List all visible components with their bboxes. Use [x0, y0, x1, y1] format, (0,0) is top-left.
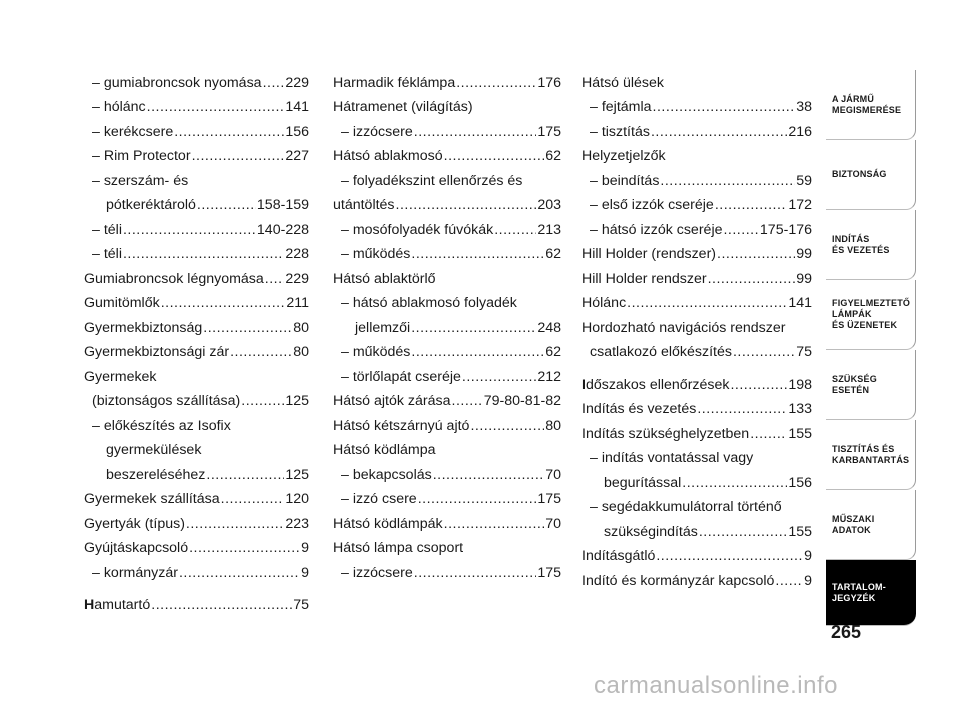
index-entry: [84, 66, 309, 91]
entry-text: – kormányzár: [92, 564, 178, 581]
entry-text: Gyermekek szállítása: [84, 491, 220, 507]
entry-page: 99: [796, 270, 812, 287]
dot-leader: [682, 475, 787, 491]
dot-leader: [192, 148, 285, 164]
index-entry: [84, 311, 309, 336]
entry-text: – folyadékszint ellenőrzés és: [341, 172, 523, 189]
entry-page: 227: [285, 148, 309, 164]
entry-page: 172: [788, 197, 812, 213]
entry-page: 223: [285, 515, 309, 532]
entry-page: 229: [285, 270, 309, 287]
entry-text: – indítás vontatással vagy: [590, 450, 754, 466]
chapter-tab[interactable]: [826, 70, 916, 140]
index-entry: [582, 91, 812, 116]
entry-page: 216: [788, 123, 812, 140]
entry-page: 9: [804, 572, 812, 589]
index-entry: [333, 66, 561, 91]
chapter-tab-label: BIZTONSÁG: [832, 169, 887, 179]
index-entry: [582, 238, 812, 263]
entry-text: Hátsó ablakmosó: [333, 148, 443, 164]
index-entry: [84, 507, 309, 532]
entry-page: 211: [286, 295, 309, 311]
dot-leader: [396, 197, 537, 213]
dot-leader: [660, 173, 795, 189]
entry-text: Hordozható navigációs rendszer: [582, 319, 786, 336]
entry-page: 156: [285, 123, 309, 140]
dot-leader: [414, 565, 537, 581]
entry-page: 62: [545, 148, 561, 164]
entry-page: 120: [285, 491, 309, 507]
dot-leader: [265, 271, 285, 287]
entry-page: 79-80-81-82: [483, 393, 561, 409]
entry-page: 203: [537, 197, 561, 213]
index-entry: [84, 434, 309, 459]
entry-text: – téli: [92, 221, 122, 238]
entry-text: – hátsó izzók cseréje: [590, 221, 723, 238]
chapter-tabs: [826, 70, 916, 626]
entry-text: Hátsó ablaktörlő: [333, 270, 436, 287]
entry-text: begurítással: [604, 474, 682, 491]
entry-page: 9: [804, 548, 812, 564]
entry-text: (biztonságos szállítása): [92, 393, 241, 409]
chapter-tab-label: INDÍTÁS: [832, 233, 870, 244]
index-entry: [582, 393, 812, 418]
chapter-tab-label: MEGISMERÉSE: [832, 104, 902, 115]
entry-text: – első izzók cseréje: [590, 197, 714, 213]
index-entry: [84, 213, 309, 238]
entry-text: Gyermekbiztonsági zár: [84, 344, 230, 360]
entry-page: 155: [788, 523, 812, 540]
entry-page: 9: [301, 564, 309, 581]
dot-leader: [653, 99, 796, 115]
entry-page: 176: [537, 74, 561, 91]
entry-text: Hill Holder rendszer: [582, 270, 707, 287]
dot-leader: [433, 467, 545, 483]
index-entry: [582, 164, 812, 189]
entry-page: 70: [545, 515, 561, 532]
chapter-tab-label: TISZTÍTÁS ÉS: [832, 443, 895, 454]
index-entry: [333, 213, 561, 238]
entry-text: – Rim Protector: [92, 148, 191, 164]
index-entry: [84, 458, 309, 483]
chapter-tab-label: MŰSZAKI: [832, 513, 875, 524]
entry-text: Hátsó kétszárnyú ajtó: [333, 417, 470, 434]
dot-leader: [730, 377, 787, 393]
watermark: carmanualsonline.info: [594, 672, 838, 699]
index-entry: [84, 385, 309, 410]
entry-text: szükségindítás: [604, 523, 698, 540]
dot-leader: [206, 467, 284, 483]
index-entry: [582, 311, 812, 336]
entry-text: – mosófolyadék fúvókák: [341, 221, 494, 238]
entry-page: 125: [285, 466, 309, 483]
dot-leader: [263, 75, 285, 91]
chapter-tab-label: FIGYELMEZTETŐ: [832, 298, 911, 308]
index-entry: [333, 360, 561, 385]
entry-page: 175: [537, 564, 561, 581]
index-entry: [333, 434, 561, 459]
index-entry: [333, 140, 561, 165]
entry-text: Hill Holder (rendszer): [582, 246, 717, 262]
entry-page: 75: [293, 597, 309, 613]
index-entry: [84, 262, 309, 287]
entry-text: Gumiabroncsok légnyomása: [84, 270, 264, 287]
entry-page: 80: [293, 319, 309, 336]
entry-text: – működés: [341, 344, 411, 360]
entry-text: Hátsó ködlámpa: [333, 442, 436, 458]
index-entry: [84, 409, 309, 434]
index-entry: [333, 262, 561, 287]
index-entry: [333, 189, 561, 214]
entry-text: Hátsó ülések: [582, 74, 665, 91]
entry-page: 248: [537, 319, 561, 336]
entry-page: 133: [788, 401, 812, 417]
index-entry: [582, 287, 812, 312]
entry-text: – kerékcsere: [92, 123, 174, 140]
dot-leader: [418, 491, 537, 507]
entry-page: 140-228: [256, 221, 309, 238]
entry-text: – törlőlapát cseréje: [341, 368, 461, 385]
entry-text: – tisztítás: [590, 123, 650, 140]
dot-leader: [733, 344, 795, 360]
chapter-tab-label: ADATOK: [832, 524, 871, 535]
entry-page: 80: [545, 417, 561, 434]
dot-leader: [221, 491, 285, 507]
index-entry: [84, 164, 309, 189]
entry-text: Hátsó ködlámpák: [333, 515, 443, 532]
entry-page: 229: [285, 74, 309, 91]
index-entry: [333, 164, 561, 189]
entry-text: utántöltés: [333, 197, 395, 213]
entry-text: – gumiabroncsok nyomása: [92, 74, 262, 91]
index-entry: [333, 311, 561, 336]
entry-page: 9: [301, 540, 309, 556]
entry-page: 99: [796, 246, 812, 262]
index-column-2: [333, 66, 561, 581]
entry-page: 175: [537, 123, 561, 140]
index-entry: [333, 532, 561, 557]
entry-text: – működés: [341, 246, 411, 262]
dot-leader: [723, 222, 758, 238]
dot-leader: [189, 540, 300, 556]
chapter-tab-label: ÉS ÜZENETEK: [832, 320, 898, 330]
chapter-tab[interactable]: [826, 350, 916, 420]
entry-page: 59: [796, 172, 812, 189]
entry-text: Gumitömlők: [84, 295, 160, 311]
dot-leader: [411, 344, 544, 360]
entry-page: 175-176: [759, 221, 812, 238]
dot-leader: [456, 75, 536, 91]
dot-leader: [179, 565, 300, 581]
index-entry: [333, 336, 561, 361]
entry-page: 198: [788, 376, 812, 393]
entry-page: 228: [285, 246, 309, 262]
entry-text: – hátsó ablakmosó folyadék: [341, 295, 517, 311]
index-entry: [333, 238, 561, 263]
entry-text: Gyújtáskapcsoló: [84, 540, 189, 556]
chapter-tab-label: ESETÉN: [832, 384, 870, 395]
entry-page: 38: [796, 99, 812, 115]
index-entry: [582, 262, 812, 287]
dot-leader: [775, 573, 803, 589]
entry-page: 141: [788, 295, 812, 311]
entry-page: 213: [537, 221, 561, 238]
dot-leader: [151, 597, 292, 613]
index-entry: [84, 589, 309, 614]
dot-leader: [470, 418, 544, 434]
entry-page: 62: [545, 246, 561, 262]
chapter-tab-label: SZÜKSÉG: [832, 373, 877, 384]
entry-text: Hátsó lámpa csoport: [333, 540, 464, 556]
dot-leader: [411, 320, 536, 336]
index-entry: [84, 238, 309, 263]
entry-text: – beindítás: [590, 172, 660, 189]
entry-page: 155: [788, 425, 812, 442]
dot-leader: [452, 393, 483, 409]
entry-text: Indítás és vezetés: [582, 401, 697, 417]
index-entry: [582, 515, 812, 540]
dot-leader: [708, 271, 796, 287]
dot-leader: [462, 369, 536, 385]
entry-text: Harmadik féklámpa: [333, 74, 456, 91]
index-entry: [84, 556, 309, 581]
entry-text: – hólánc: [92, 99, 146, 115]
dot-leader: [656, 548, 803, 564]
index-entry: [84, 91, 309, 116]
page-number: 265: [831, 622, 862, 642]
chapter-tab[interactable]: [826, 210, 916, 280]
entry-page: 125: [285, 393, 309, 409]
entry-text: – szerszám- és: [92, 172, 189, 189]
entry-text: Időszakos ellenőrzések: [582, 376, 730, 393]
entry-page: 141: [285, 99, 309, 115]
entry-page: 80: [293, 344, 309, 360]
dot-leader: [750, 426, 787, 442]
dot-leader: [414, 124, 537, 140]
dot-leader: [241, 393, 284, 409]
index-entry: [582, 540, 812, 565]
entry-text: Gyermekbiztonság: [84, 319, 203, 336]
chapter-tab[interactable]: [826, 140, 916, 210]
entry-text: Hólánc: [582, 295, 627, 311]
entry-page: 158-159: [256, 197, 309, 213]
index-entry: [84, 483, 309, 508]
entry-page: 156: [788, 474, 812, 491]
entry-text: Gyermekek: [84, 368, 157, 385]
chapter-tab-label: A JÁRMŰ: [832, 93, 875, 104]
entry-text: Indításgátló: [582, 548, 656, 564]
index-entry: [582, 213, 812, 238]
chapter-tab[interactable]: [826, 280, 916, 350]
index-entry: [333, 287, 561, 312]
index-entry: [84, 336, 309, 361]
entry-page: 75: [796, 344, 812, 360]
entry-text: – fejtámla: [590, 99, 652, 115]
index-column-1: [84, 66, 309, 613]
dot-leader: [123, 246, 284, 262]
dot-leader: [186, 516, 284, 532]
chapter-tab[interactable]: [826, 420, 916, 490]
index-entry: [582, 417, 812, 442]
index-entry: [582, 189, 812, 214]
dot-leader: [197, 197, 256, 213]
dot-leader: [147, 99, 285, 115]
entry-text: gyermekülések: [106, 442, 202, 458]
index-entry: [582, 66, 812, 91]
dot-leader: [161, 295, 286, 311]
entry-page: 212: [537, 368, 561, 385]
entry-text: – téli: [92, 246, 122, 262]
dot-leader: [174, 124, 284, 140]
chapter-tab[interactable]: [826, 560, 916, 626]
entry-text: – izzócsere: [341, 564, 413, 581]
index-entry: [84, 115, 309, 140]
entry-text: Indító és kormányzár kapcsoló: [582, 572, 775, 589]
dot-leader: [697, 401, 787, 417]
index-entry: [333, 91, 561, 116]
dot-leader: [203, 320, 292, 336]
chapter-tab-label: JEGYZÉK: [832, 592, 876, 603]
entry-text: jellemzői: [355, 319, 411, 336]
entry-text: – izzócsere: [341, 123, 413, 140]
entry-page: 62: [545, 344, 561, 360]
dot-leader: [717, 246, 795, 262]
chapter-tab-label: KARBANTARTÁS: [832, 454, 910, 465]
index-entry: [84, 287, 309, 312]
entry-text: pótkeréktároló: [106, 197, 196, 213]
entry-page: 70: [545, 466, 561, 483]
dot-leader: [123, 222, 256, 238]
index-entry: [333, 483, 561, 508]
entry-text: – előkészítés az Isofix: [92, 417, 231, 434]
index-entry: [333, 115, 561, 140]
entry-text: Gyertyák (típus): [84, 515, 185, 532]
dot-leader: [411, 246, 544, 262]
index-entry: [333, 556, 561, 581]
index-entry: [582, 368, 812, 393]
entry-text: Hátsó ajtók zárása: [333, 393, 451, 409]
entry-text: – segédakkumulátorral történő: [590, 499, 782, 515]
index-column-3: [582, 66, 812, 589]
index-entry: [84, 360, 309, 385]
index-entry: [84, 140, 309, 165]
index-entry: [333, 458, 561, 483]
dot-leader: [715, 197, 788, 213]
entry-text: Helyzetjelzők: [582, 148, 666, 164]
index-entry: [84, 532, 309, 557]
dot-leader: [230, 344, 292, 360]
dot-leader: [494, 222, 536, 238]
dot-leader: [444, 148, 545, 164]
chapter-tab-label: LÁMPÁK: [832, 309, 872, 319]
entry-text: csatlakozó előkészítés: [590, 344, 732, 360]
entry-text: beszereléséhez: [106, 466, 206, 483]
entry-text: Indítás szükséghelyzetben: [582, 425, 750, 442]
index-entry: [582, 336, 812, 361]
chapter-tab-label: ÉS VEZETÉS: [832, 244, 890, 255]
dot-leader: [651, 124, 787, 140]
index-entry: [333, 409, 561, 434]
entry-text: – bekapcsolás: [341, 466, 432, 483]
entry-text: Hátramenet (világítás): [333, 99, 473, 115]
index-entry: [333, 507, 561, 532]
dot-leader: [444, 516, 545, 532]
index-entry: [582, 115, 812, 140]
index-entry: [582, 140, 812, 165]
dot-leader: [699, 524, 787, 540]
dot-leader: [627, 295, 787, 311]
index-entry: [582, 442, 812, 467]
index-entry: [84, 189, 309, 214]
index-entry: [333, 385, 561, 410]
chapter-tab[interactable]: [826, 490, 916, 560]
index-entry: [582, 466, 812, 491]
index-entry: [582, 491, 812, 516]
entry-page: 175: [537, 491, 561, 507]
chapter-tab-label: TARTALOM-: [832, 581, 886, 592]
entry-text: Hamutartó: [84, 597, 151, 613]
index-entry: [582, 564, 812, 589]
entry-text: – izzó csere: [341, 491, 417, 507]
